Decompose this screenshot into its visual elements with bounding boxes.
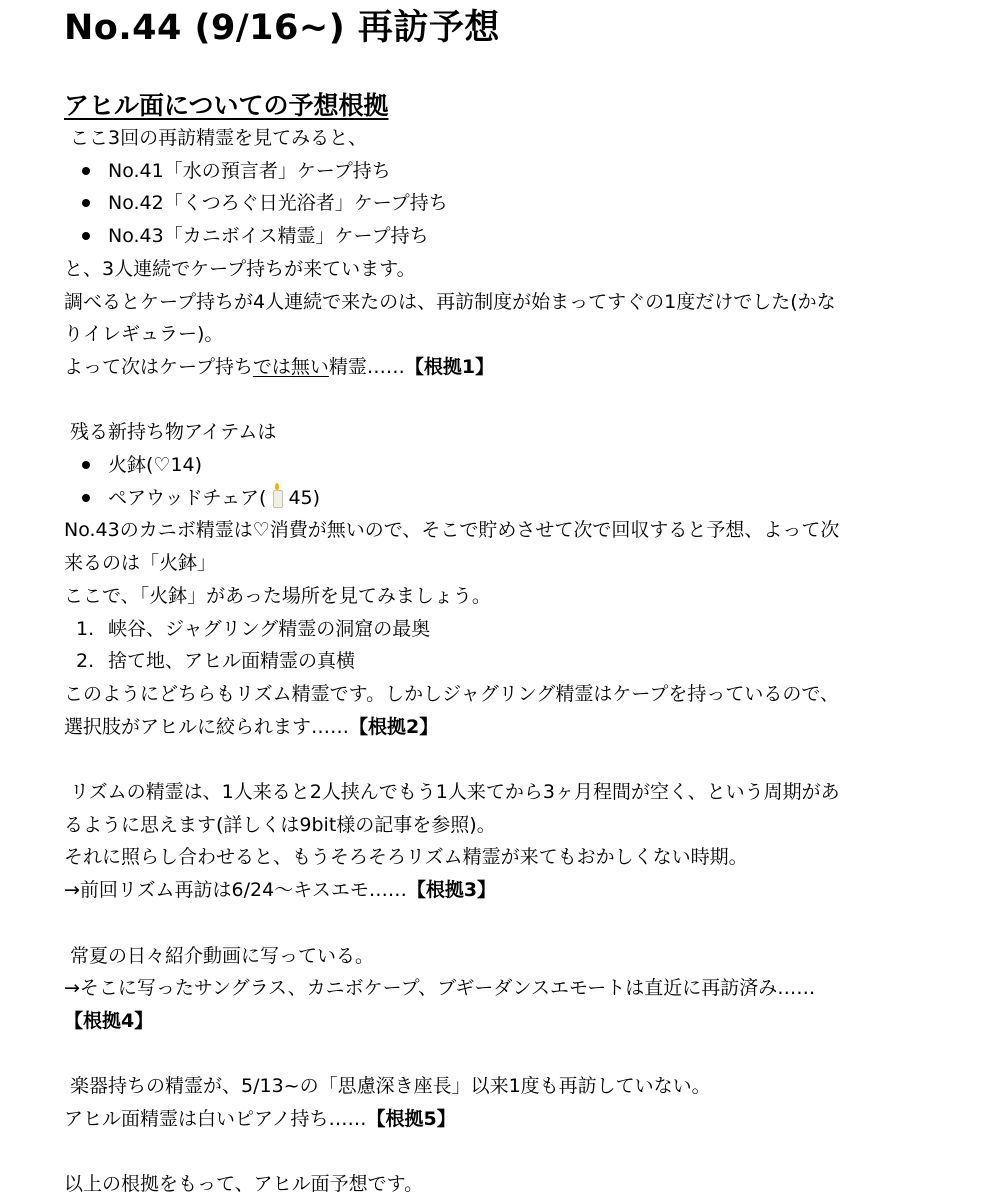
- bullet-icon: [82, 461, 90, 469]
- p2-line-4: このようにどちらもリズム精霊です。しかしジャグリング精霊はケープを持っているので、: [64, 682, 840, 705]
- p4-line-2: →そこに写ったサングラス、カニボケープ、ブギーダンスエモートは直近に再訪済み……: [64, 977, 816, 1000]
- p1-line-1: と、3人連続でケープ持ちが来ています。: [64, 257, 416, 280]
- evidence-label-4: 【根拠4】: [64, 1009, 154, 1032]
- list-item: 火鉢(♡14): [64, 449, 944, 482]
- p2-line-3: ここで、「火鉢」があった場所を見てみましょう。: [64, 584, 491, 607]
- list-item: No.42「くつろぐ日光浴者」ケープ持ち: [64, 187, 944, 220]
- p2-line-1: No.43のカニボ精霊は♡消費が無いので、そこで貯めさせて次で回収すると予想、よって次: [64, 519, 840, 542]
- bullet-icon: [82, 199, 90, 207]
- list-item: ペアウッドチェア( 45): [64, 482, 944, 515]
- p3-line-1: リズムの精霊は、1人来ると2人挟んでもう1人来てから3ヶ月程間が空く、という周期があ: [70, 781, 840, 804]
- evidence-label-2: 【根拠2】: [349, 715, 439, 738]
- document-body: [64, 122, 944, 1201]
- list-item: No.43「カニボイス精霊」ケープ持ち: [64, 220, 944, 253]
- p1-line-2: 調べるとケープ持ちが4人連続で来たのは、再訪制度が始まってすぐの1度だけでした(かな: [64, 290, 836, 313]
- evidence-label-3: 【根拠3】: [406, 879, 497, 902]
- page-title: No.44 (9/16~) 再訪予想: [64, 8, 500, 48]
- bullet-icon: [82, 494, 90, 502]
- list-item: No.41「水の預言者」ケープ持ち: [64, 155, 944, 188]
- p1-line-4: よって次はケープ持ちでは無い精霊……【根拠1】: [64, 355, 495, 378]
- p4-line-1: 常夏の日々紹介動画に写っている。: [70, 944, 375, 967]
- p2-intro: 残る新持ち物アイテムは: [70, 421, 277, 444]
- evidence-label-5: 【根拠5】: [366, 1108, 456, 1131]
- underlined-text: 無い: [290, 355, 329, 378]
- conclusion: 以上の根拠をもって、アヒル面予想です。: [64, 1173, 424, 1196]
- numbered-item: 1. 峡谷、ジャグリング精霊の洞窟の最奥: [76, 617, 431, 640]
- p5-line-2: アヒル面精霊は白いピアノ持ち……【根拠5】: [64, 1108, 456, 1131]
- p2-line-5: 選択肢がアヒルに絞られます……【根拠2】: [64, 715, 439, 738]
- underlined-text: では: [252, 355, 291, 378]
- bullet-icon: [82, 167, 90, 175]
- p3-line-2: るように思えます(詳しくは9bit様の記事を参照)。: [64, 813, 496, 836]
- candle-icon: [268, 483, 286, 507]
- p2-line-2: 来るのは「火鉢」: [64, 552, 217, 575]
- p5-line-1: 楽器持ちの精霊が、5/13~の「思慮深き座長」以来1度も再訪していない。: [70, 1075, 711, 1098]
- p3-line-4: →前回リズム再訪は6/24〜キスエモ……【根拠3】: [64, 879, 497, 902]
- evidence-label-1: 【根拠1】: [404, 355, 495, 378]
- bullet-icon: [82, 232, 90, 240]
- numbered-item: 2. 捨て地、アヒル面精霊の真横: [76, 650, 356, 673]
- p3-line-3: それに照らし合わせると、もうそろそろリズム精霊が来てもおかしくない時期。: [64, 846, 748, 869]
- section-title: アヒル面についての予想根拠: [64, 91, 389, 120]
- p1-line-3: りイレギュラー)。: [64, 323, 224, 346]
- p1-intro: ここ3回の再訪精霊を見てみると、: [70, 127, 368, 149]
